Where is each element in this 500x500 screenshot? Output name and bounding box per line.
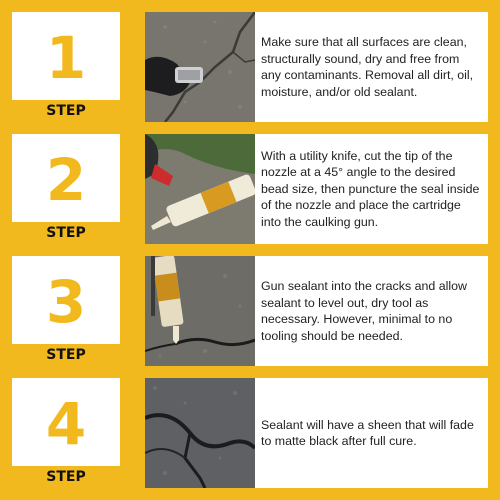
step-label: STEP bbox=[46, 347, 86, 363]
step-badge bbox=[12, 378, 120, 488]
cured-sealant-photo bbox=[145, 378, 255, 488]
step-badge bbox=[12, 256, 120, 366]
wire-brush-cleaning-photo bbox=[145, 12, 255, 122]
caulking-gun-crack-photo bbox=[145, 256, 255, 366]
step-label: STEP bbox=[46, 469, 86, 485]
step-label-bar bbox=[12, 222, 120, 244]
step-label-bar bbox=[12, 466, 120, 488]
step-description-box bbox=[255, 134, 488, 244]
step-description: With a utility knife, cut the tip of the nozzle at a 45° angle to the desired bead size, then puncture the seal inside of the nozzle and place the cartridge into the caulking gun. bbox=[261, 148, 480, 229]
cut-nozzle-cartridge-photo bbox=[145, 134, 255, 244]
step-number: 3 bbox=[45, 268, 87, 336]
step-label: STEP bbox=[46, 225, 86, 241]
step-description: Sealant will have a sheen that will fade to matte black after full cure. bbox=[261, 417, 474, 448]
step-description-box bbox=[255, 378, 488, 488]
step-number: 2 bbox=[45, 146, 87, 214]
step-badge bbox=[12, 134, 120, 244]
step-description: Make sure that all surfaces are clean, structurally sound, dry and free from any contaminants. Removal all dirt, oil, moisture, and/or old sealant. bbox=[261, 35, 474, 99]
step-description-box bbox=[255, 256, 488, 366]
step-description-box bbox=[255, 12, 488, 122]
step-row-4 bbox=[0, 378, 500, 488]
step-label-bar bbox=[12, 100, 120, 122]
step-label: STEP bbox=[46, 103, 86, 119]
step-row-1 bbox=[0, 12, 500, 122]
step-label-bar bbox=[12, 344, 120, 366]
step-row-3 bbox=[0, 256, 500, 366]
step-description: Gun sealant into the cracks and allow sealant to level out, dry tool as necessary. However, minimal to no tooling should be needed. bbox=[261, 279, 467, 343]
step-number: 4 bbox=[45, 390, 87, 458]
step-number: 1 bbox=[45, 24, 87, 92]
step-badge bbox=[12, 12, 120, 122]
step-row-2 bbox=[0, 134, 500, 244]
